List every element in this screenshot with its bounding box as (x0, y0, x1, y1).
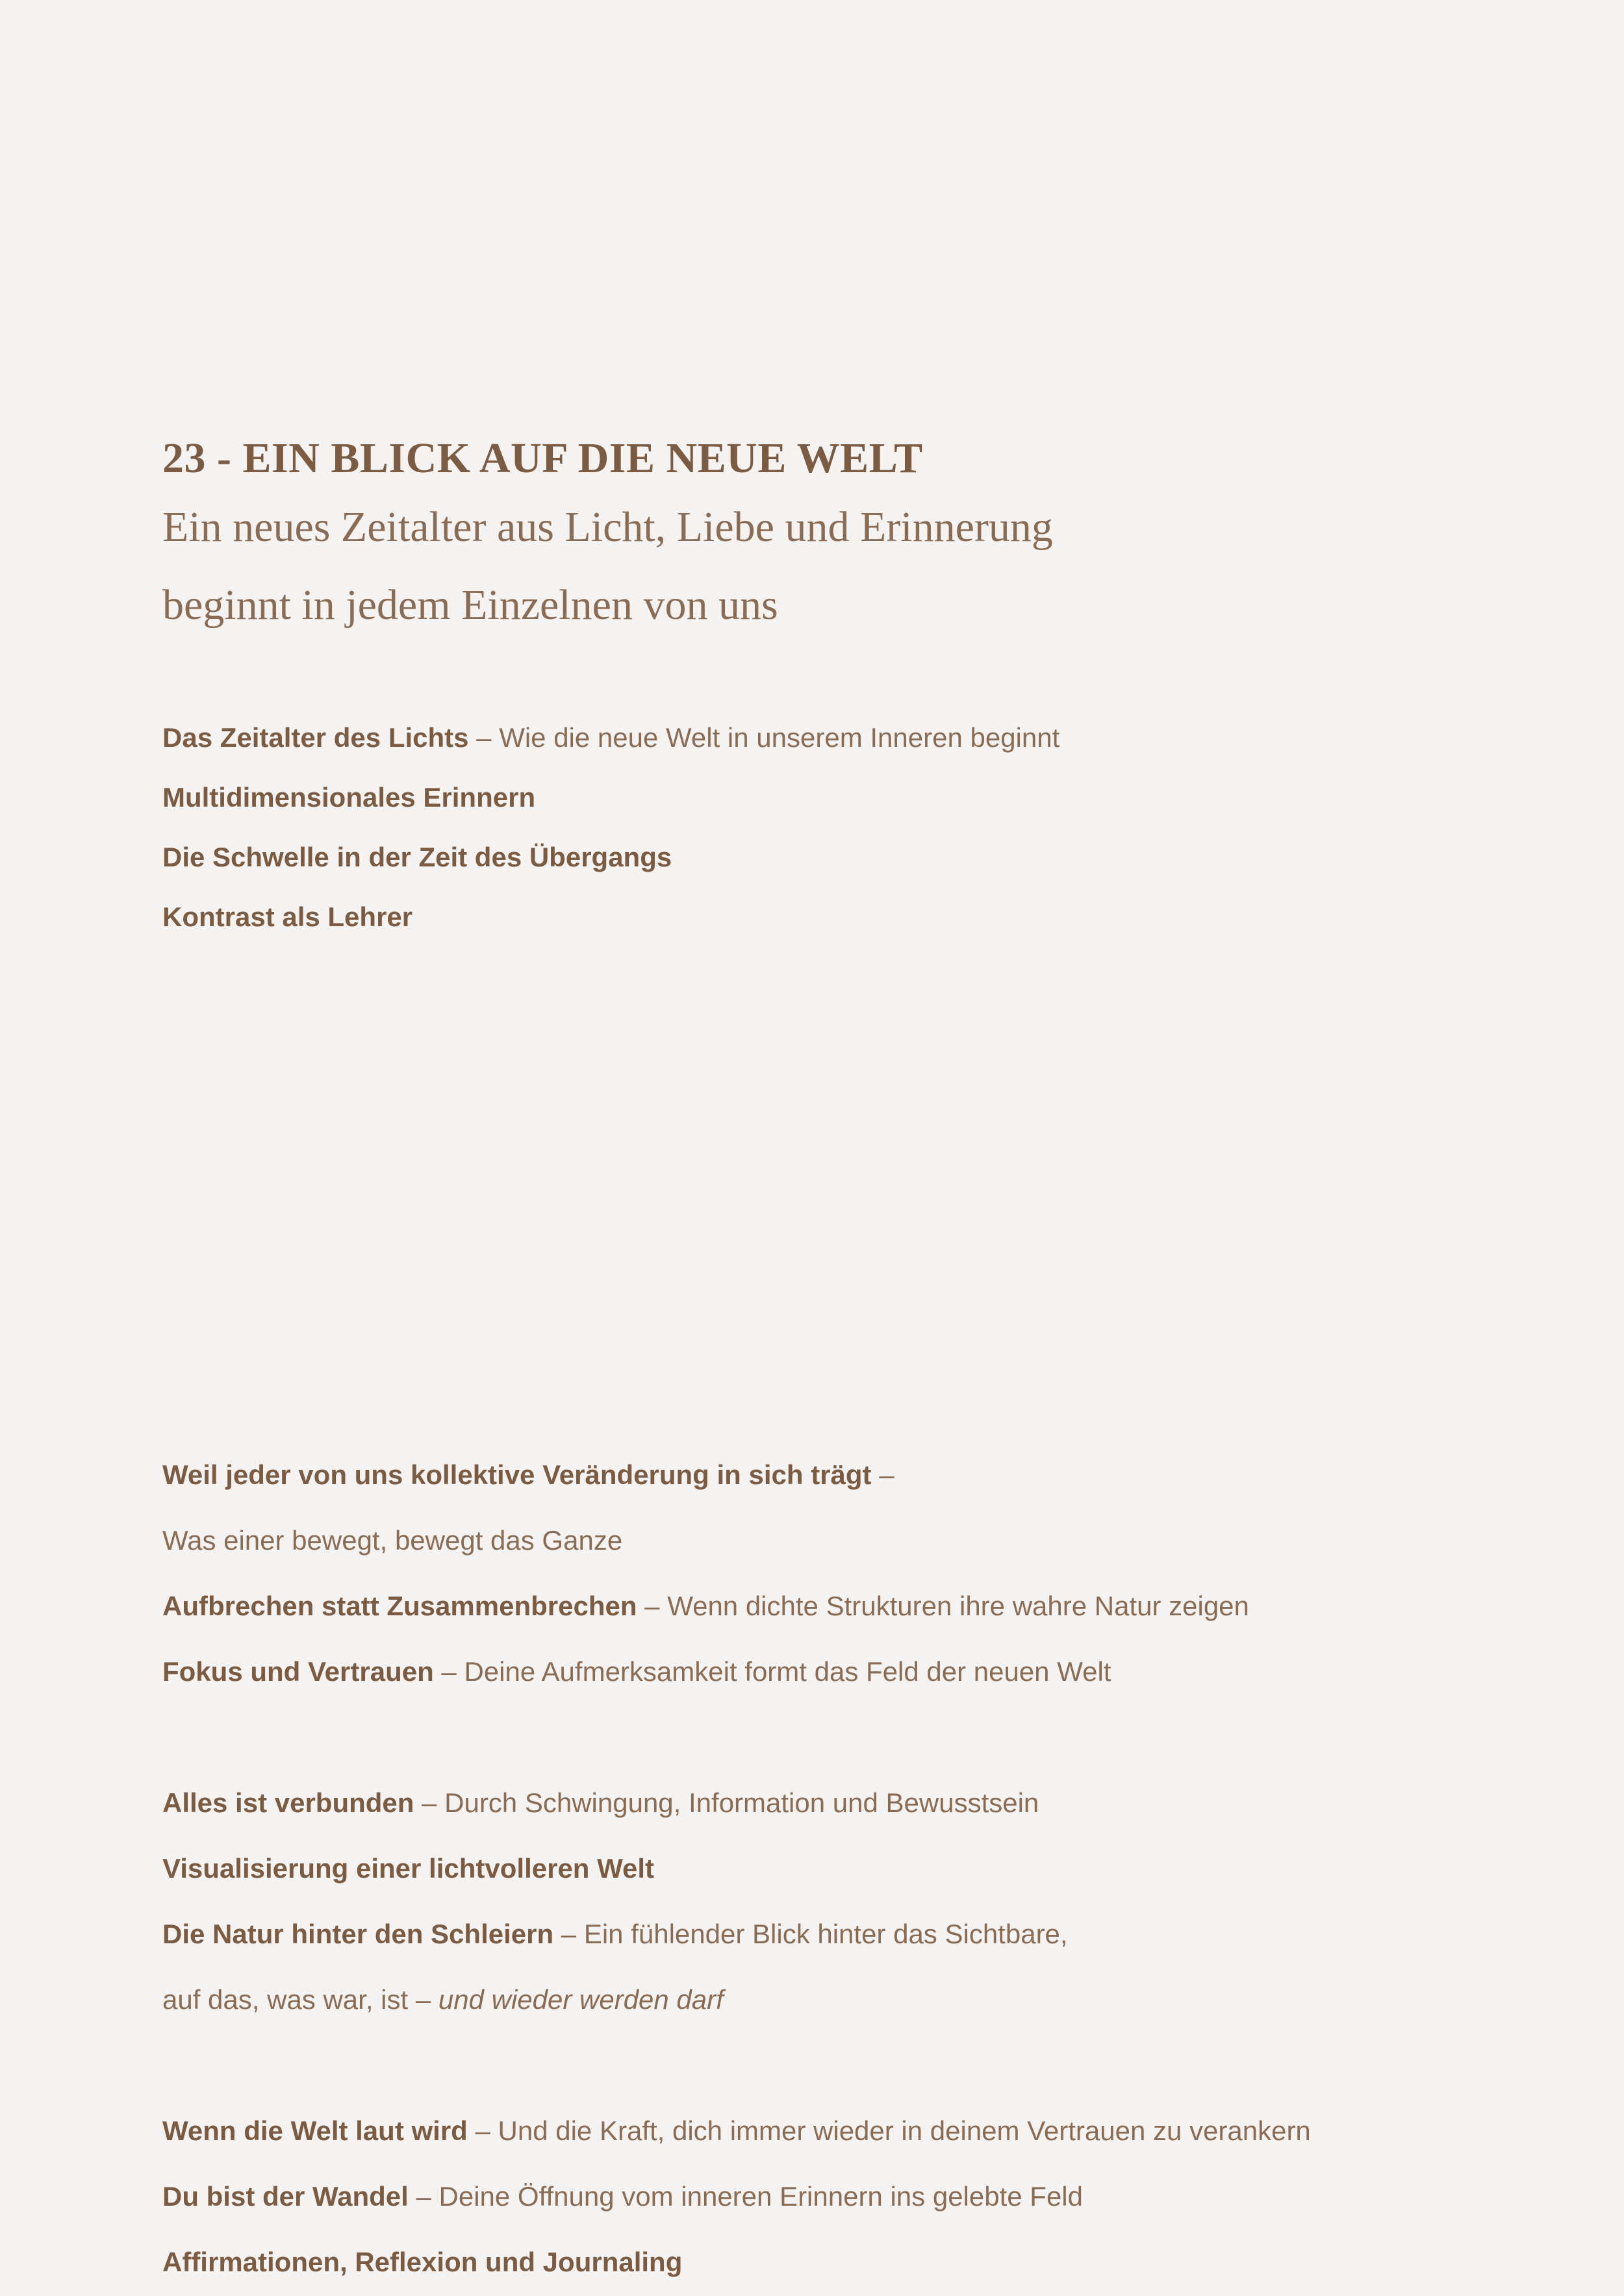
topic-item (162, 887, 1059, 947)
topic-item (162, 2164, 1311, 2229)
topic-description: Was einer bewegt, bewegt das Ganze (162, 1525, 623, 1556)
topic-heading: Weil jeder von uns kollektive Veränderung in sich trägt (162, 1459, 872, 1490)
topic-item (162, 1639, 1249, 1704)
topic-heading: Multidimensionales Erinnern (162, 782, 536, 813)
topic-description: – Deine Aufmerksamkeit formt das Feld der neuen Welt (433, 1656, 1111, 1687)
topic-heading: Du bist der Wandel (162, 2181, 409, 2212)
topic-heading: Kontrast als Lehrer (162, 902, 413, 932)
subtitle-line-1: Ein neues Zeitalter aus Licht, Liebe und Erinnerung (162, 503, 1053, 551)
topic-item (162, 708, 1059, 768)
topic-item (162, 1508, 1249, 1573)
topic-item (162, 1770, 1068, 1836)
topic-item (162, 2229, 1311, 2295)
topic-item (162, 827, 1059, 887)
topic-group-1 (162, 708, 1059, 947)
topic-item (162, 1573, 1249, 1639)
page-content (162, 429, 1527, 2277)
topic-heading: Affirmationen, Reflexion und Journaling (162, 2247, 683, 2277)
topic-group-3 (162, 1770, 1068, 2032)
topic-item (162, 2098, 1311, 2164)
topic-heading: Visualisierung einer lichtvolleren Welt (162, 1853, 655, 1884)
subtitle-line-2: beginnt in jedem Einzelnen von uns (162, 581, 778, 629)
topic-item (162, 1836, 1068, 1901)
topic-description-italic: und wieder werden darf (438, 1984, 724, 2015)
topic-description: – Ein fühlender Blick hinter das Sichtbare, (553, 1919, 1068, 1949)
page-title: 23 - EIN BLICK AUF DIE NEUE WELT (162, 435, 923, 482)
topic-description: – Und die Kraft, dich immer wieder in deinem Vertrauen zu verankern (467, 2115, 1311, 2146)
topic-heading: Die Natur hinter den Schleiern (162, 1919, 554, 1949)
topic-description: – Deine Öffnung vom inneren Erinnern ins gelebte Feld (408, 2181, 1083, 2212)
topic-item (162, 1901, 1068, 1967)
topic-group-2 (162, 1442, 1249, 1704)
topic-item (162, 1967, 1068, 2032)
topic-description: – Wenn dichte Strukturen ihre wahre Natur zeigen (637, 1591, 1249, 1621)
topic-heading: Aufbrechen statt Zusammenbrechen (162, 1591, 637, 1621)
topic-heading: Fokus und Vertrauen (162, 1656, 434, 1687)
topic-heading: Alles ist verbunden (162, 1787, 414, 1818)
topic-heading: Wenn die Welt laut wird (162, 2115, 468, 2146)
topic-heading: Die Schwelle in der Zeit des Übergangs (162, 842, 672, 872)
topic-item (162, 768, 1059, 827)
topic-item (162, 1442, 1249, 1508)
topic-description: – Wie die neue Welt in unserem Inneren beginnt (468, 722, 1060, 753)
topic-description: – (871, 1459, 894, 1490)
topic-group-4 (162, 2098, 1311, 2295)
topic-description: – Durch Schwingung, Information und Bewusstsein (414, 1787, 1039, 1818)
topic-description: auf das, was war, ist – (162, 1984, 438, 2015)
topic-heading: Das Zeitalter des Lichts (162, 722, 469, 753)
